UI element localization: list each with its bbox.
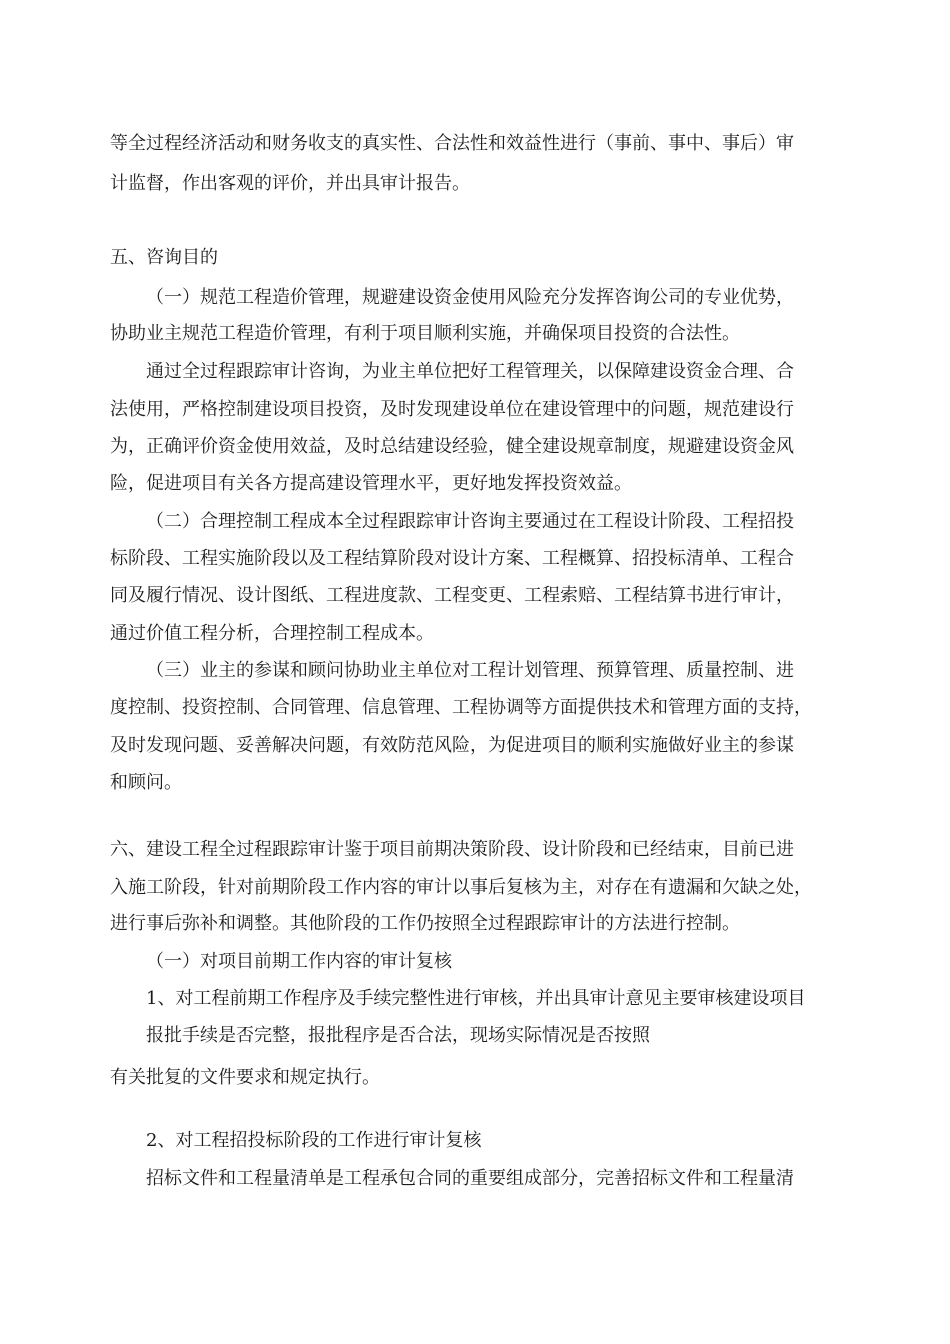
section-heading: 五、咨询目的: [110, 247, 218, 268]
text-line: 协助业主规范工程造价管理，有利于项目顺利实施，并确保项目投资的合法性。: [110, 323, 740, 344]
text-line: 报批手续是否完整，报批程序是否合法，现场实际情况是否按照: [146, 1025, 650, 1046]
text-line: 同及履行情况、设计图纸、工程进度款、工程变更、工程索赔、工程结算书进行审计，: [110, 585, 794, 606]
text-line: （二）合理控制工程成本全过程跟踪审计咨询主要通过在工程设计阶段、工程招投: [146, 511, 794, 532]
text-line: 险，促进项目有关各方提高建设管理水平，更好地发挥投资效益。: [110, 473, 632, 494]
text-line: 等全过程经济活动和财务收支的真实性、合法性和效益性进行（事前、事中、事后）审: [110, 133, 794, 154]
text-line: 和顾问。: [110, 772, 182, 793]
text-line: 计监督，作出客观的评价，并出具审计报告。: [110, 173, 470, 194]
text-line: 有关批复的文件要求和规定执行。: [110, 1067, 380, 1088]
text-line: 入施工阶段，针对前期阶段工作内容的审计以事后复核为主，对存在有遗漏和欠缺之处，: [110, 877, 812, 898]
text-line: （三）业主的参谋和顾问协助业主单位对工程计划管理、预算管理、质量控制、进: [146, 660, 794, 681]
text-line: （一）对项目前期工作内容的审计复核: [146, 951, 452, 972]
text-line: 及时发现问题、妥善解决问题，有效防范风险，为促进项目的顺利实施做好业主的参谋: [110, 735, 794, 756]
text-line: 度控制、投资控制、合同管理、信息管理、工程协调等方面提供技术和管理方面的支持，: [110, 697, 812, 718]
section-heading: 六、建设工程全过程跟踪审计鉴于项目前期决策阶段、设计阶段和已经结束，目前已进: [110, 839, 794, 860]
text-line: 通过价值工程分析，合理控制工程成本。: [110, 623, 434, 644]
text-line: 标阶段、工程实施阶段以及工程结算阶段对设计方案、工程概算、招投标清单、工程合: [110, 548, 794, 569]
text-line: 2、对工程招投标阶段的工作进行审计复核: [146, 1130, 482, 1151]
text-line: 通过全过程跟踪审计咨询，为业主单位把好工程管理关，以保障建设资金合理、合: [146, 361, 794, 382]
text-line: 为，正确评价资金使用效益，及时总结建设经验，健全建设规章制度，规避建设资金风: [110, 436, 794, 457]
text-line: 招标文件和工程量清单是工程承包合同的重要组成部分，完善招标文件和工程量清: [146, 1168, 794, 1189]
text-line: 1、对工程前期工作程序及手续完整性进行审核，并出具审计意见主要审核建设项目: [146, 988, 806, 1009]
text-line: 法使用，严格控制建设项目投资，及时发现建设单位在建设管理中的问题，规范建设行: [110, 399, 794, 420]
text-line: （一）规范工程造价管理，规避建设资金使用风险充分发挥咨询公司的专业优势，: [146, 287, 794, 308]
text-line: 进行事后弥补和调整。其他阶段的工作仍按照全过程跟踪审计的方法进行控制。: [110, 913, 740, 934]
